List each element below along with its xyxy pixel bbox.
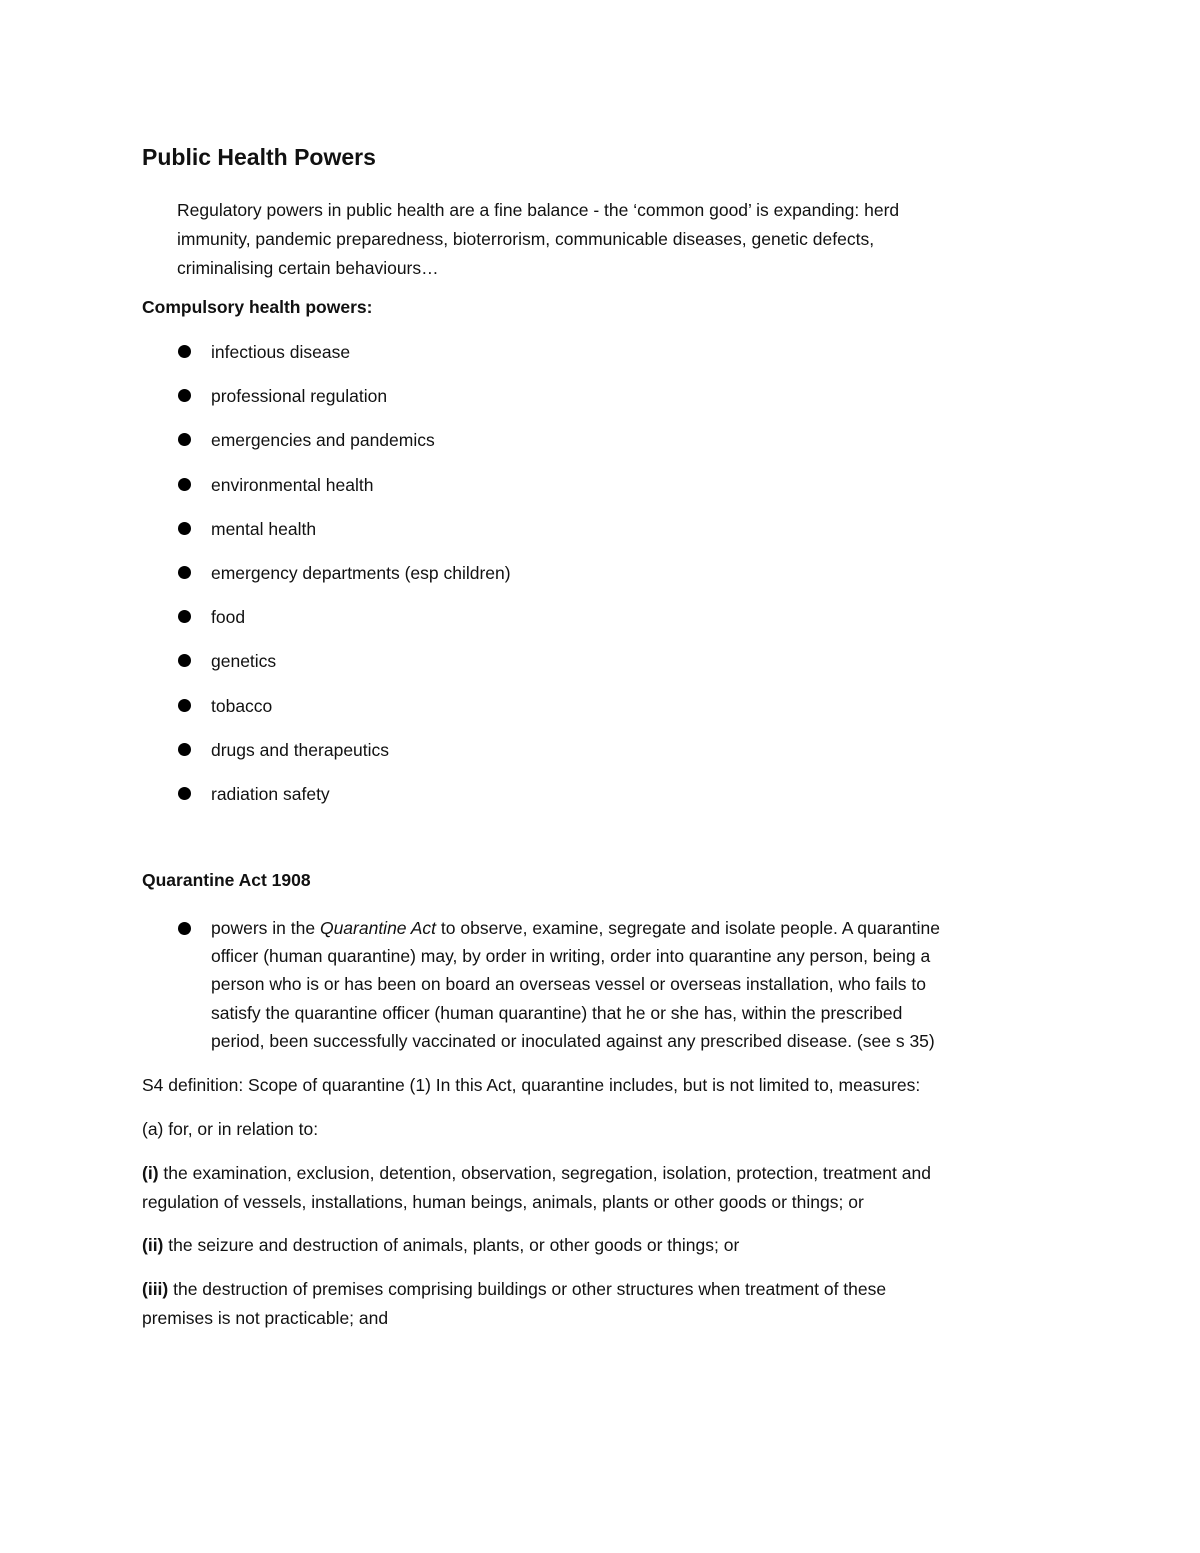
quarantine-line: satisfy the quarantine officer (human quarantine) that he or she has, within the prescribed bbox=[211, 1002, 903, 1023]
act-name: Quarantine Act bbox=[319, 918, 437, 938]
item-ii: (ii) the seizure and destruction of animals, plants, or other goods or things; or bbox=[142, 1235, 740, 1255]
item-i: (i) the examination, exclusion, detention, observation, segregation, isolation, protection, treatment and regulation of vessels, installations, human beings, animals, plants or other goods or things; or bbox=[142, 1163, 931, 1212]
item-iii: (iii) the destruction of premises comprising buildings or other structures when treatment of these premises is not practicable; and bbox=[142, 1279, 887, 1328]
bullet-icon bbox=[178, 389, 191, 402]
compulsory-heading: Compulsory health powers: bbox=[142, 297, 373, 317]
intro-line: Regulatory powers in public health are a fine balance - the ‘common good’ is expanding: herd bbox=[177, 200, 900, 220]
intro-line: criminalising certain behaviours… bbox=[177, 258, 439, 278]
bullet-icon bbox=[178, 743, 191, 756]
bullet-icon bbox=[178, 922, 191, 935]
bullet-icon bbox=[178, 787, 191, 800]
item-label: (iii) bbox=[142, 1279, 169, 1299]
quarantine-line: officer (human quarantine) may, by order in writing, order into quarantine any person, being a bbox=[211, 946, 931, 967]
page-title: Public Health Powers bbox=[142, 144, 376, 170]
bullet-icon bbox=[178, 433, 191, 446]
intro-line: immunity, pandemic preparedness, bioterrorism, communicable diseases, genetic defects, bbox=[177, 229, 875, 249]
item-label: (ii) bbox=[142, 1235, 164, 1255]
quarantine-line: powers in the Quarantine Act to observe, examine, segregate and isolate people. A quarantine bbox=[211, 918, 941, 938]
bullet-icon bbox=[178, 654, 191, 667]
bullet-icon bbox=[178, 610, 191, 623]
quarantine-line: person who is or has been on board an overseas vessel or overseas installation, who fails to bbox=[211, 974, 926, 995]
intro-paragraph bbox=[177, 196, 899, 283]
quarantine-heading: Quarantine Act 1908 bbox=[142, 870, 311, 890]
item-label: (i) bbox=[142, 1163, 159, 1183]
s4-definition: S4 definition: Scope of quarantine (1) In this Act, quarantine includes, but is not limited to, measures: bbox=[142, 1075, 921, 1095]
bullet-icon bbox=[178, 478, 191, 491]
bullet-icon bbox=[178, 522, 191, 535]
quarantine-line: period, been successfully vaccinated or inoculated against any prescribed disease. (see s 35) bbox=[211, 1030, 935, 1051]
document-page: Public Health Powers Regulatory powers in public health are a fine balance - the ‘common good’ is expanding: herd immunity, pandemic preparedness, bioterrorism, communicable diseases, genetic defects, criminalising certain behaviours… Compulsory health powers: infectious disease professional regulation emergencies and pandemics environmental health mental health emergency departments (esp children) food genetics tobacco drugs and therapeutics radiation safety Quarantine Act 1908 powers in the Quarantine Act to observe, examine, segregate and isolate people. A quarantine officer (human quarantine) may, by order in writing, order into quarantine any person, being a person who is or has been on board an overseas vessel or overseas installation, who fails to satisfy the quarantine officer (human quarantine) that he or she has, within the prescribed period, been successfully vaccinated or inoculated against any prescribed disease. (see s 35) S4 definition: Scope of quarantine (1) In this Act, quarantine includes, but is not limited to, measures: (a) for, or in relation to: (i) the examination, exclusion, detention, observation, segregation, isolation, protection, treatment and regulation of vessels, installations, human beings, animals, plants or other goods or things; or (ii) the seizure and destruction of animals, plants, or other goods or things; or (iii) the destruction of premises comprising buildings or other structures when treatment of these premises is not practicable; and bbox=[0, 0, 1200, 1553]
item-a: (a) for, or in relation to: bbox=[142, 1119, 319, 1139]
bullet-icon bbox=[178, 699, 191, 712]
bullet-icon bbox=[178, 566, 191, 579]
bullet-icon bbox=[178, 345, 191, 358]
